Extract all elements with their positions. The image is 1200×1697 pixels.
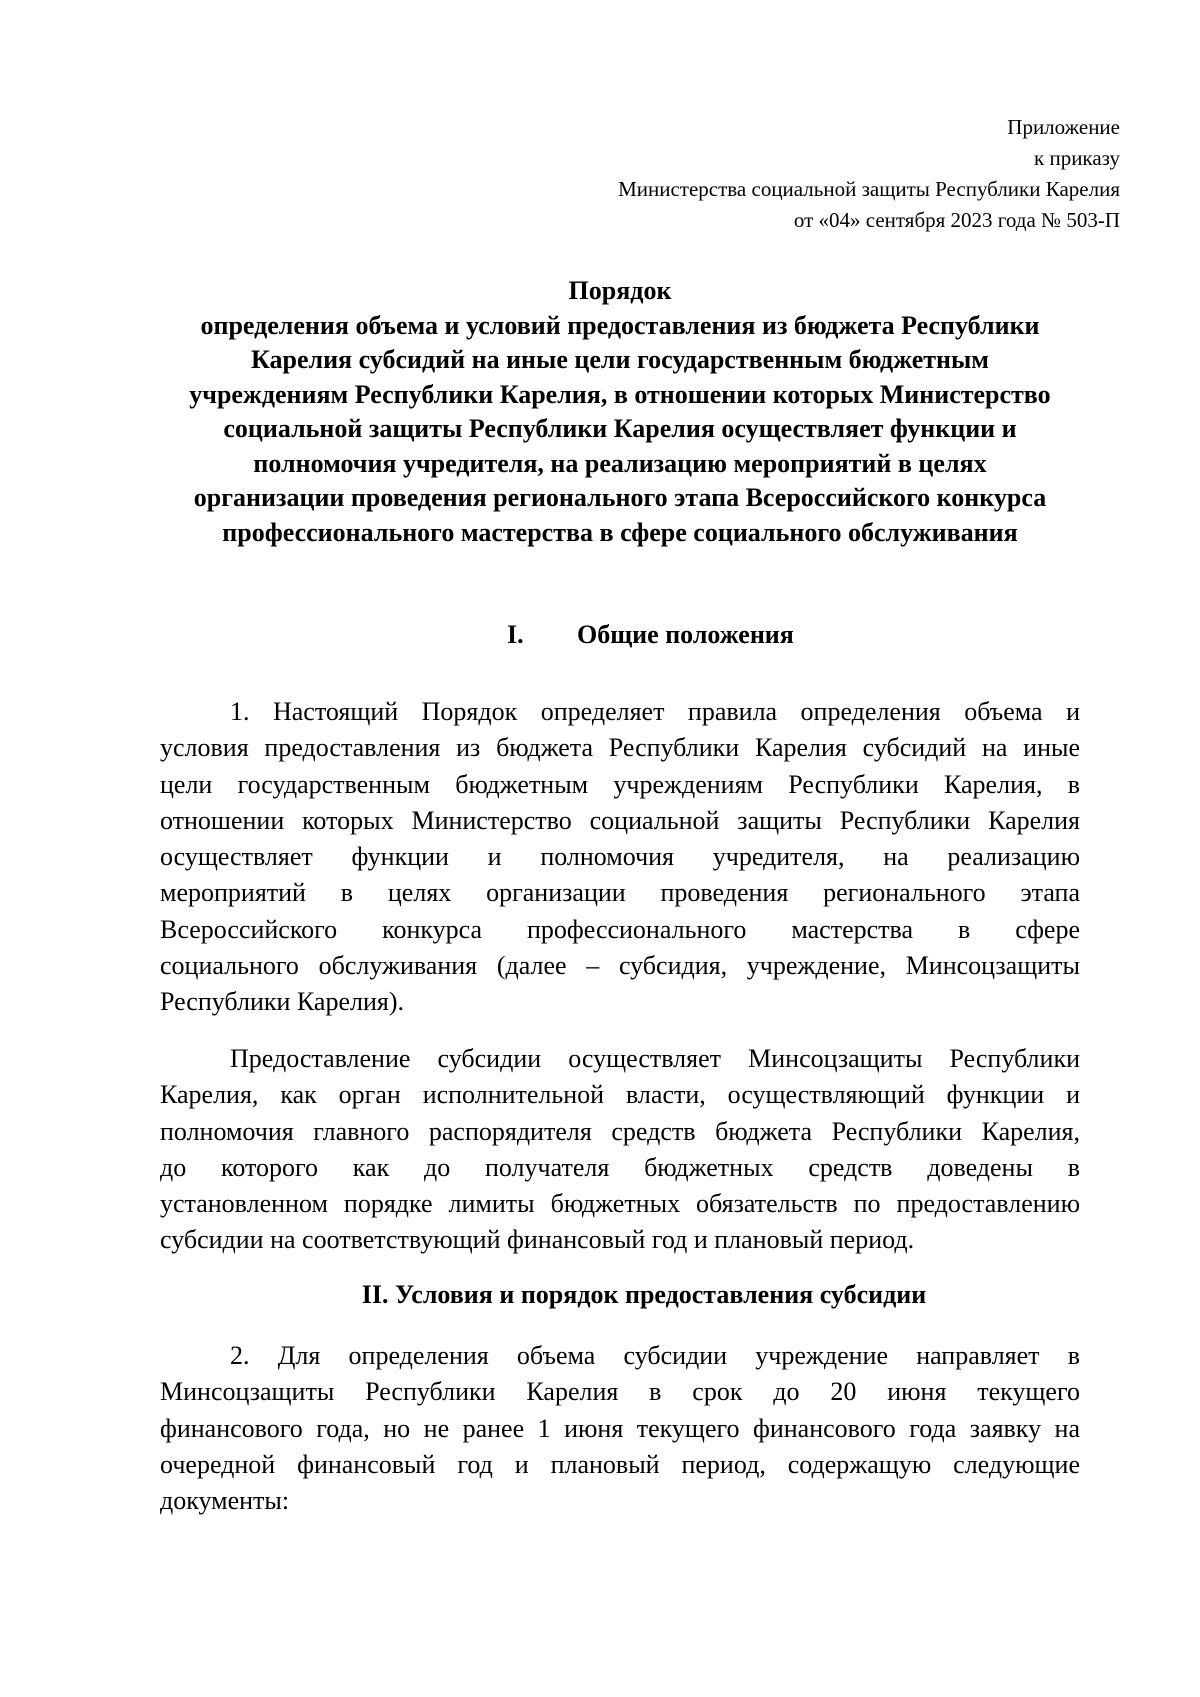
title-line: учреждениям Республики Карелия, в отношении которых Министерство bbox=[189, 379, 1051, 409]
paragraph-line: цели государственным бюджетным учреждениям Республики Карелия, в bbox=[160, 769, 1080, 799]
paragraph-line: Всероссийского конкурса профессионального мастерства в сфере bbox=[160, 914, 1080, 944]
paragraph-line: Предоставление субсидии осуществляет Минсоцзащиты Республики bbox=[230, 1044, 1080, 1073]
paragraph-line: полномочия главного распорядителя средств бюджета Республики Карелия, bbox=[160, 1116, 1080, 1146]
paragraph-line: 2. Для определения объема субсидии учреждение направляет в bbox=[230, 1341, 1080, 1370]
order-reference: к приказу bbox=[1034, 146, 1120, 170]
paragraph-line: финансового года, но не ранее 1 июня текущего финансового года заявку на bbox=[160, 1413, 1080, 1443]
paragraph-line: очередной финансовый год и плановый период, содержащую следующие bbox=[160, 1449, 1080, 1479]
paragraph-line: условия предоставления из бюджета Республики Карелия субсидий на иные bbox=[160, 733, 1080, 763]
paragraph-line: Карелия, как орган исполнительной власти, осуществляющий функции и bbox=[160, 1080, 1080, 1110]
paragraph-line: отношении которых Министерство социальной защиты Республики Карелия bbox=[160, 805, 1080, 835]
appendix-label: Приложение bbox=[1007, 115, 1120, 139]
section-heading-general bbox=[0, 618, 1200, 652]
paragraph-line: документы: bbox=[160, 1486, 290, 1516]
title-line: социальной защиты Республики Карелия осуществляет функции и bbox=[223, 414, 1017, 443]
title-line: Порядок bbox=[568, 276, 672, 305]
title-line: профессионального мастерства в сфере социального обслуживания bbox=[222, 517, 1018, 547]
title-line: организации проведения регионального этапа Всероссийского конкурса bbox=[193, 483, 1047, 512]
title-line: Карелия субсидий на иные цели государственным бюджетным bbox=[250, 345, 990, 374]
title-line: определения объема и условий предоставления из бюджета Республики bbox=[200, 310, 1040, 340]
paragraph-line: социального обслуживания (далее – субсидия, учреждение, Минсоцзащиты bbox=[160, 951, 1080, 981]
section-heading-conditions bbox=[160, 1278, 1080, 1312]
paragraph-line: до которого как до получателя бюджетных средств доведены в bbox=[160, 1152, 1080, 1182]
section-numeral: I. bbox=[507, 620, 524, 649]
paragraph-line: мероприятий в целях организации проведения регионального этапа bbox=[160, 878, 1080, 908]
paragraph-2 bbox=[160, 1041, 1080, 1259]
paragraph-line: Республики Карелия). bbox=[160, 987, 405, 1017]
paragraph-1 bbox=[160, 694, 1080, 1021]
section-title: II. Условия и порядок предоставления субсидии bbox=[361, 1280, 927, 1309]
section-title: Общие положения bbox=[577, 620, 794, 649]
paragraph-line: установленном порядке лимиты бюджетных обязательств по предоставлению bbox=[160, 1189, 1080, 1219]
paragraph-line: Минсоцзащиты Республики Карелия в срок до 20 июня текущего bbox=[160, 1377, 1080, 1407]
paragraph-line: субсидии на соответствующий финансовый год и плановый период. bbox=[160, 1225, 915, 1255]
document-title bbox=[160, 274, 1080, 550]
paragraph-3 bbox=[160, 1338, 1080, 1519]
title-line: полномочия учредителя, на реализацию мероприятий в целях bbox=[253, 448, 987, 478]
paragraph-line: осуществляет функции и полномочия учредителя, на реализацию bbox=[160, 842, 1080, 872]
order-date-number: от «04» сентября 2023 года № 503-П bbox=[793, 208, 1120, 232]
paragraph-line: 1. Настоящий Порядок определяет правила определения объема и bbox=[230, 697, 1080, 726]
appendix-header bbox=[618, 112, 1120, 236]
ministry-name: Министерства социальной защиты Республики Карелия bbox=[618, 177, 1120, 201]
